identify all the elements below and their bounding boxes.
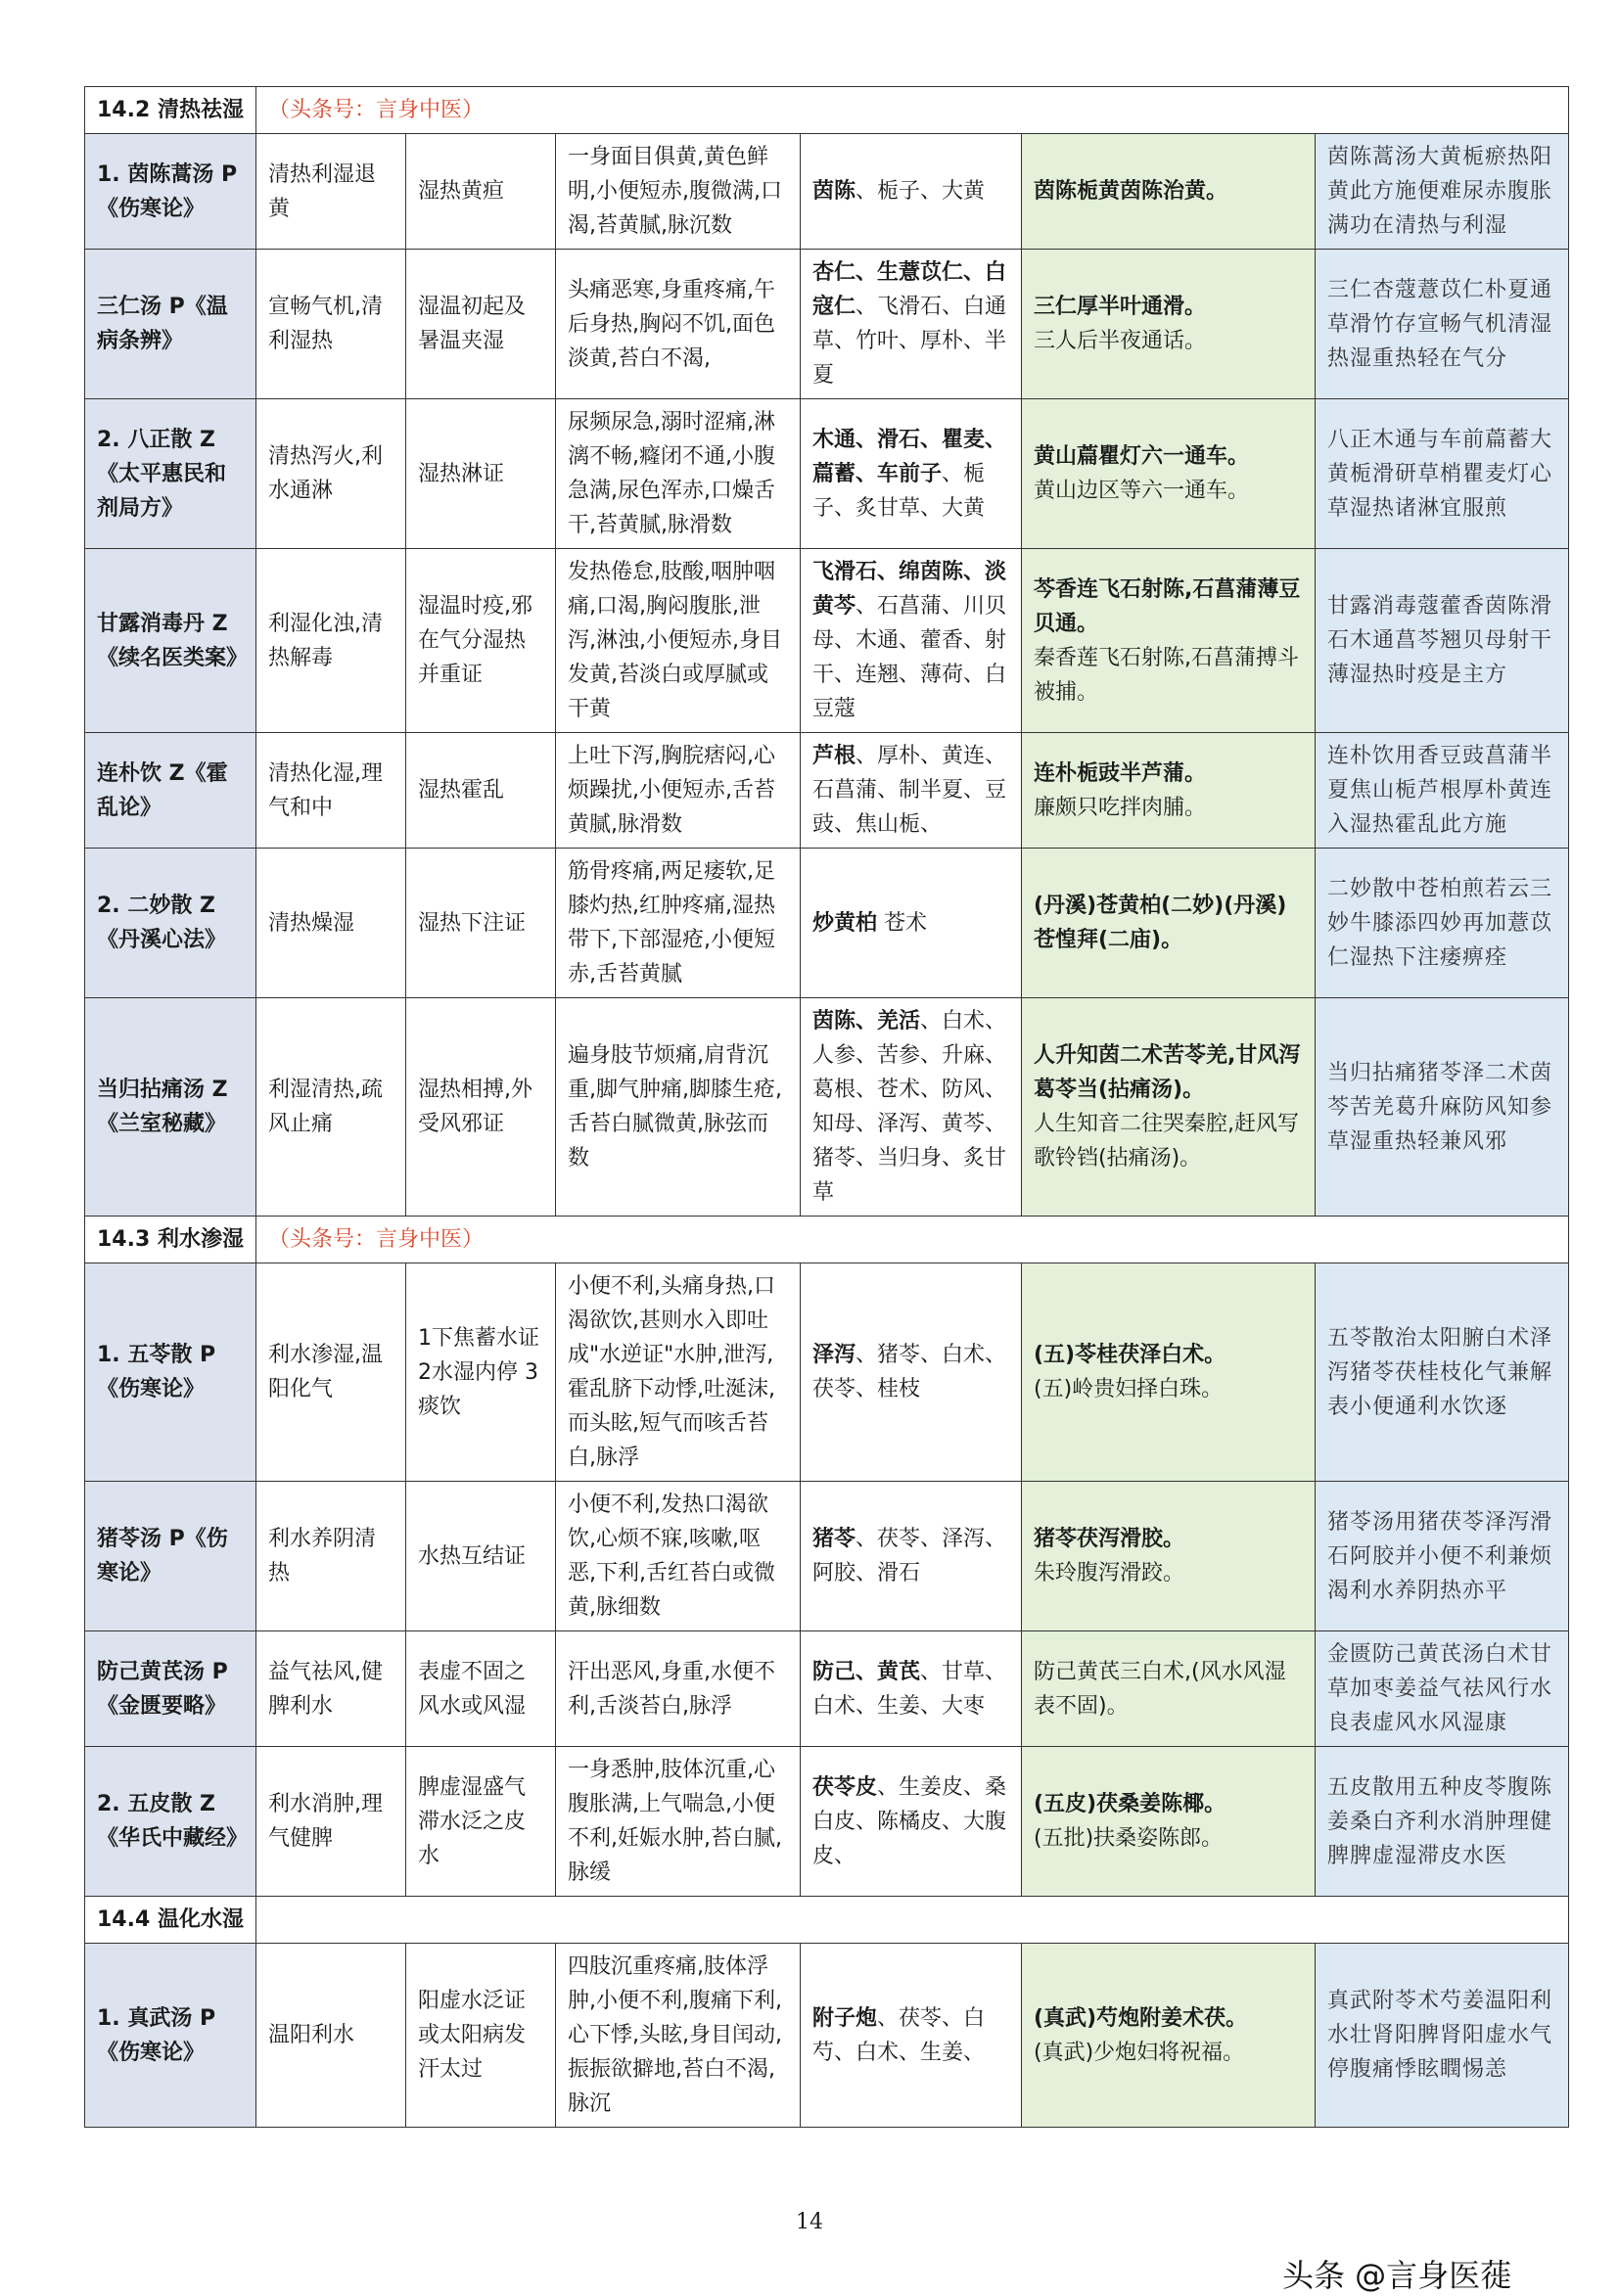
mnemonic-key: (五)苓桂茯泽白术。 xyxy=(1034,1343,1226,1367)
formula-symptoms: 一身面目俱黄,黄色鲜明,小便短赤,腹微满,口渴,苔黄腻,脉沉数 xyxy=(556,134,801,250)
formula-indication: 表虚不固之风水或风湿 xyxy=(406,1631,556,1747)
drugs-principal: 飞滑石、绵茵陈、淡黄芩 xyxy=(812,560,1007,619)
formula-table xyxy=(84,86,1569,2128)
formula-mnemonic xyxy=(1022,1747,1316,1897)
formula-drugs xyxy=(801,1944,1022,2128)
formula-indication: 水热互结证 xyxy=(406,1482,556,1631)
formula-symptoms: 一身悉肿,肢体沉重,心腹胀满,上气喘急,小便不利,妊娠水肿,苔白腻,脉缓 xyxy=(556,1747,801,1897)
drugs-others: 、甘草、白术、生姜、大枣 xyxy=(812,1659,1007,1719)
formula-symptoms: 小便不利,发热口渴欲饮,心烦不寐,咳嗽,呕恶,下利,舌红苔白或微黄,脉细数 xyxy=(556,1482,801,1631)
formula-row xyxy=(85,134,1569,250)
formula-song: 当归拈痛猪苓泽二术茵芩苦羌葛升麻防风知参草湿重热轻兼风邪 xyxy=(1316,998,1569,1217)
drugs-principal: 木通、滑石、瞿麦、萹蓄、车前子 xyxy=(812,427,1007,486)
mnemonic-phrase: 防己黄芪三白术,(风水风湿表不固)。 xyxy=(1034,1659,1286,1719)
drugs-others: 、栀子、大黄 xyxy=(856,179,986,204)
formula-drugs xyxy=(801,733,1022,849)
mnemonic-phrase: 人生知音二往哭秦腔,赶风写歌铃铛(拈痛汤)。 xyxy=(1034,1112,1299,1171)
formula-drugs xyxy=(801,1631,1022,1747)
formula-indication: 湿热霍乱 xyxy=(406,733,556,849)
mnemonic-key: 茵陈栀黄茵陈治黄。 xyxy=(1034,179,1228,204)
watermark: 头条 @言身医蓰 xyxy=(1282,2257,1512,2294)
formula-symptoms: 汗出恶风,身重,水便不利,舌淡苔白,脉浮 xyxy=(556,1631,801,1747)
formula-name: 2. 五皮散 Z《华氏中藏经》 xyxy=(85,1747,256,1897)
formula-name: 连朴饮 Z《霍乱论》 xyxy=(85,733,256,849)
formula-symptoms: 尿频尿急,溺时涩痛,淋漓不畅,癃闭不通,小腹急满,尿色浑赤,口燥舌干,苔黄腻,脉滑数 xyxy=(556,399,801,549)
formula-drugs xyxy=(801,849,1022,998)
formula-name: 猪苓汤 P《伤寒论》 xyxy=(85,1482,256,1631)
drugs-principal: 泽泻 xyxy=(812,1343,856,1367)
formula-row xyxy=(85,733,1569,849)
formula-drugs xyxy=(801,549,1022,733)
mnemonic-phrase: 廉颇只吃拌肉脯。 xyxy=(1034,795,1207,820)
mnemonic-phrase: (真武)少炮妇将祝福。 xyxy=(1034,2040,1245,2065)
mnemonic-phrase: 黄山边区等六一通车。 xyxy=(1034,479,1250,503)
formula-indication: 脾虚湿盛气滞水泛之皮水 xyxy=(406,1747,556,1897)
formula-indication: 阳虚水泛证或太阳病发汗太过 xyxy=(406,1944,556,2128)
formula-row xyxy=(85,849,1569,998)
formula-symptoms: 发热倦怠,肢酸,咽肿咽痛,口渴,胸闷腹胀,泄泻,淋浊,小便短赤,身目发黄,苔淡白或厚腻或干黄 xyxy=(556,549,801,733)
formula-drugs xyxy=(801,998,1022,1217)
formula-effect: 清热化湿,理气和中 xyxy=(256,733,406,849)
formula-drugs xyxy=(801,1482,1022,1631)
section-title: 14.3 利水渗湿 xyxy=(85,1217,256,1263)
mnemonic-phrase: 朱玲腹泻滑跤。 xyxy=(1034,1561,1185,1585)
drugs-principal: 杏仁、生薏苡仁、白寇仁 xyxy=(812,260,1007,319)
formula-indication: 湿温初起及暑温夹湿 xyxy=(406,250,556,399)
formula-effect: 利水消肿,理气健脾 xyxy=(256,1747,406,1897)
mnemonic-phrase: (五批)扶桑姿陈郎。 xyxy=(1034,1826,1224,1851)
formula-mnemonic xyxy=(1022,998,1316,1217)
formula-name: 甘露消毒丹 Z《续名医类案》 xyxy=(85,549,256,733)
drugs-principal: 防己、黄芪 xyxy=(812,1659,921,1684)
drugs-others: 苍术 xyxy=(877,910,928,936)
formula-mnemonic xyxy=(1022,1944,1316,2128)
formula-mnemonic xyxy=(1022,134,1316,250)
mnemonic-key: 连朴栀豉半芦蒲。 xyxy=(1034,760,1207,786)
formula-row xyxy=(85,998,1569,1217)
formula-mnemonic xyxy=(1022,250,1316,399)
drugs-others: 、石菖蒲、川贝母、木通、藿香、射干、连翘、薄荷、白豆蔻 xyxy=(812,594,1007,721)
section-header-row xyxy=(85,87,1569,134)
formula-song: 三仁杏蔻薏苡仁朴夏通草滑竹存宣畅气机清湿热湿重热轻在气分 xyxy=(1316,250,1569,399)
mnemonic-phrase: 秦香莲飞石射陈,石菖蒲搏斗被捕。 xyxy=(1034,645,1299,705)
formula-row xyxy=(85,1482,1569,1631)
formula-effect: 利水养阴清热 xyxy=(256,1482,406,1631)
section-title: 14.4 温化水湿 xyxy=(85,1897,256,1944)
formula-song: 茵陈蒿汤大黄栀瘀热阳黄此方施便难尿赤腹胀满功在清热与利湿 xyxy=(1316,134,1569,250)
formula-indication: 湿热淋证 xyxy=(406,399,556,549)
formula-effect: 利湿化浊,清热解毒 xyxy=(256,549,406,733)
mnemonic-key: 三仁厚半叶通滑。 xyxy=(1034,295,1207,319)
formula-song: 五皮散用五种皮苓腹陈姜桑白齐利水消肿理健脾脾虚湿滞皮水医 xyxy=(1316,1747,1569,1897)
formula-song: 五苓散治太阳腑白术泽泻猪苓茯桂枝化气兼解表小便通利水饮逐 xyxy=(1316,1263,1569,1482)
formula-effect: 宣畅气机,清利湿热 xyxy=(256,250,406,399)
formula-effect: 温阳利水 xyxy=(256,1944,406,2128)
formula-row xyxy=(85,1944,1569,2128)
formula-name: 1. 五苓散 P《伤寒论》 xyxy=(85,1263,256,1482)
mnemonic-phrase: 三人后半夜通话。 xyxy=(1034,329,1207,353)
formula-drugs xyxy=(801,250,1022,399)
drugs-principal: 附子炮 xyxy=(812,2005,878,2031)
formula-effect: 利水渗湿,温阳化气 xyxy=(256,1263,406,1482)
drugs-others: 、猪苓、白术、茯苓、桂枝 xyxy=(812,1343,1007,1401)
formula-name: 防己黄芪汤 P《金匮要略》 xyxy=(85,1631,256,1747)
formula-name: 当归拈痛汤 Z《兰室秘藏》 xyxy=(85,998,256,1217)
drugs-others: 、白术、人参、苦参、升麻、葛根、苍术、防风、知母、泽泻、黄芩、猪苓、当归身、炙甘草 xyxy=(812,1009,1007,1205)
drugs-others: 、飞滑石、白通草、竹叶、厚朴、半夏 xyxy=(812,295,1007,388)
formula-effect: 利湿清热,疏风止痛 xyxy=(256,998,406,1217)
formula-mnemonic xyxy=(1022,849,1316,998)
formula-drugs xyxy=(801,1747,1022,1897)
formula-effect: 益气祛风,健脾利水 xyxy=(256,1631,406,1747)
formula-symptoms: 四肢沉重疼痛,肢体浮肿,小便不利,腹痛下利,心下悸,头眩,身目闰动,振振欲擗地,苔白不渴,脉沉 xyxy=(556,1944,801,2128)
mnemonic-key: (丹溪)苍黄柏(二妙)(丹溪)苍惶拜(二庙)。 xyxy=(1034,894,1287,952)
formula-row xyxy=(85,549,1569,733)
formula-effect: 清热燥湿 xyxy=(256,849,406,998)
page-number: 14 xyxy=(796,2210,823,2234)
drugs-principal: 茵陈、羌活 xyxy=(812,1009,921,1033)
drugs-others: 、茯苓、白芍、白术、生姜、 xyxy=(812,2005,986,2065)
drugs-principal: 炒黄柏 xyxy=(812,910,878,936)
formula-row xyxy=(85,1631,1569,1747)
drugs-principal: 茯苓皮 xyxy=(812,1774,878,1800)
formula-symptoms: 遍身肢节烦痛,肩背沉重,脚气肿痛,脚膝生疮,舌苔白腻微黄,脉弦而数 xyxy=(556,998,801,1217)
formula-mnemonic xyxy=(1022,1482,1316,1631)
drugs-others: 、茯苓、泽泻、阿胶、滑石 xyxy=(812,1527,1007,1585)
mnemonic-key: 芩香连飞石射陈,石菖蒲薄豆贝通。 xyxy=(1034,576,1301,636)
mnemonic-key: 猪苓茯泻滑胶。 xyxy=(1034,1527,1185,1551)
formula-row xyxy=(85,1263,1569,1482)
formula-mnemonic xyxy=(1022,733,1316,849)
section-header-row xyxy=(85,1897,1569,1944)
formula-mnemonic xyxy=(1022,1631,1316,1747)
formula-indication: 湿温时疫,邪在气分湿热并重证 xyxy=(406,549,556,733)
formula-song: 甘露消毒蔻藿香茵陈滑石木通菖芩翘贝母射干薄湿热时疫是主方 xyxy=(1316,549,1569,733)
formula-song: 二妙散中苍柏煎若云三妙牛膝添四妙再加薏苡仁湿热下注痿痹痊 xyxy=(1316,849,1569,998)
formula-name: 1. 茵陈蒿汤 P《伤寒论》 xyxy=(85,134,256,250)
mnemonic-key: 人升知茵二术苦苓羌,甘风泻葛苓当(拈痛汤)。 xyxy=(1034,1043,1301,1102)
formula-drugs xyxy=(801,134,1022,250)
section-title: 14.2 清热祛湿 xyxy=(85,87,256,134)
section-header-row xyxy=(85,1217,1569,1263)
formula-song: 金匮防己黄芪汤白术甘草加枣姜益气祛风行水良表虚风水风湿康 xyxy=(1316,1631,1569,1747)
formula-drugs xyxy=(801,399,1022,549)
mnemonic-key: (五皮)茯桑姜陈椰。 xyxy=(1034,1792,1226,1816)
formula-song: 连朴饮用香豆豉菖蒲半夏焦山栀芦根厚朴黄连入湿热霍乱此方施 xyxy=(1316,733,1569,849)
mnemonic-phrase: (五)岭贵妇择白珠。 xyxy=(1034,1377,1224,1401)
formula-indication: 湿热黄疸 xyxy=(406,134,556,250)
drugs-principal: 茵陈 xyxy=(812,179,856,204)
drugs-principal: 芦根 xyxy=(812,744,856,768)
section-source-note: （头条号：言身中医） xyxy=(256,87,1569,134)
drugs-principal: 猪苓 xyxy=(812,1527,856,1551)
formula-mnemonic xyxy=(1022,549,1316,733)
formula-row xyxy=(85,1747,1569,1897)
formula-symptoms: 上吐下泻,胸脘痞闷,心烦躁扰,小便短赤,舌苔黄腻,脉滑数 xyxy=(556,733,801,849)
drugs-others: 、生姜皮、桑白皮、陈橘皮、大腹皮、 xyxy=(812,1774,1007,1868)
formula-indication: 湿热相搏,外受风邪证 xyxy=(406,998,556,1217)
formula-symptoms: 小便不利,头痛身热,口渴欲饮,甚则水入即吐成"水逆证"水肿,泄泻,霍乱脐下动悸,吐涎沫,而头眩,短气而咳舌苔白,脉浮 xyxy=(556,1263,801,1482)
mnemonic-key: (真武)芍炮附姜术茯。 xyxy=(1034,2005,1248,2031)
formula-song: 猪苓汤用猪茯苓泽泻滑石阿胶并小便不利兼烦渴利水养阴热亦平 xyxy=(1316,1482,1569,1631)
formula-name: 1. 真武汤 P《伤寒论》 xyxy=(85,1944,256,2128)
formula-name: 2. 二妙散 Z《丹溪心法》 xyxy=(85,849,256,998)
formula-symptoms: 筋骨疼痛,两足痿软,足膝灼热,红肿疼痛,湿热带下,下部湿疮,小便短赤,舌苔黄腻 xyxy=(556,849,801,998)
formula-song: 八正木通与车前萹蓄大黄栀滑研草梢瞿麦灯心草湿热诸淋宜服煎 xyxy=(1316,399,1569,549)
formula-mnemonic xyxy=(1022,399,1316,549)
drugs-others: 、厚朴、黄连、石菖蒲、制半夏、豆豉、焦山栀、 xyxy=(812,744,1007,837)
section-source-note xyxy=(256,1897,1569,1944)
formula-indication: 1下焦蓄水证 2水湿内停 3痰饮 xyxy=(406,1263,556,1482)
mnemonic-key: 黄山萹瞿灯六一通车。 xyxy=(1034,444,1250,469)
formula-row xyxy=(85,399,1569,549)
formula-name: 2. 八正散 Z《太平惠民和剂局方》 xyxy=(85,399,256,549)
section-source-note: （头条号：言身中医） xyxy=(256,1217,1569,1263)
formula-effect: 清热利湿退黄 xyxy=(256,134,406,250)
formula-mnemonic xyxy=(1022,1263,1316,1482)
formula-effect: 清热泻火,利水通淋 xyxy=(256,399,406,549)
formula-name: 三仁汤 P《温病条辨》 xyxy=(85,250,256,399)
formula-symptoms: 头痛恶寒,身重疼痛,午后身热,胸闷不饥,面色淡黄,苔白不渴, xyxy=(556,250,801,399)
formula-song: 真武附苓术芍姜温阳利水壮肾阳脾肾阳虚水气停腹痛悸眩瞤惕恙 xyxy=(1316,1944,1569,2128)
formula-drugs xyxy=(801,1263,1022,1482)
drugs-others: 、栀子、炙甘草、大黄 xyxy=(812,461,986,521)
formula-row xyxy=(85,250,1569,399)
formula-indication: 湿热下注证 xyxy=(406,849,556,998)
